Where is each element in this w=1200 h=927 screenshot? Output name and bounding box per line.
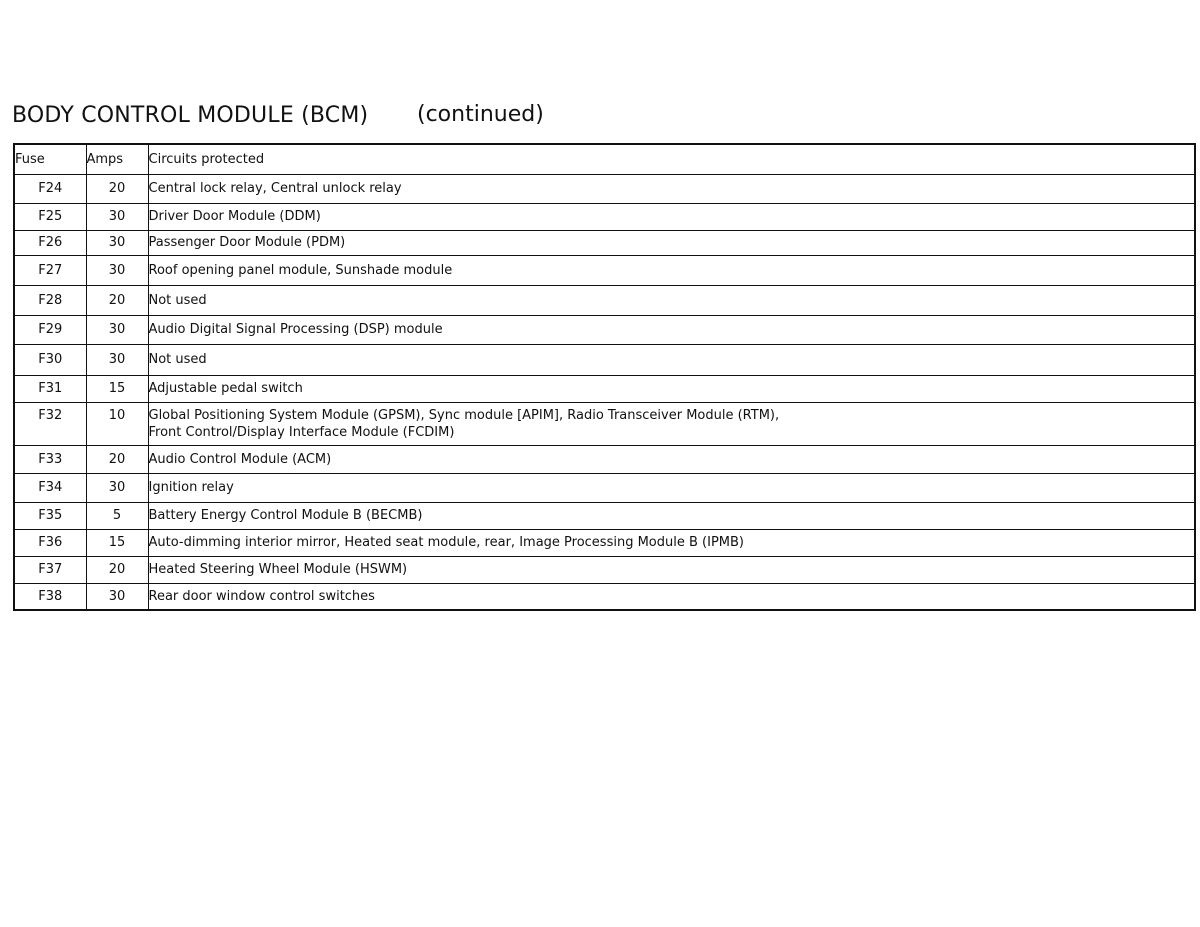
circuits-line: Auto-dimming interior mirror, Heated seat module, rear, Image Processing Module B (IPMB)	[148, 535, 744, 550]
fuse-cell: F26	[14, 230, 86, 255]
circuits-line: Front Control/Display Interface Module (FCDIM)	[148, 424, 455, 440]
circuits-cell	[148, 583, 1195, 610]
fuse-cell: F38	[14, 583, 86, 610]
circuits-line: Audio Control Module (ACM)	[148, 451, 332, 467]
circuits-cell	[148, 255, 1195, 285]
table-row	[14, 445, 1195, 473]
circuits-cell	[148, 473, 1195, 502]
circuits-line: Passenger Door Module (PDM)	[148, 235, 346, 250]
fuse-cell: F25	[14, 203, 86, 230]
page-title: BODY CONTROL MODULE (BCM)	[12, 103, 369, 128]
amps-cell: 30	[86, 203, 148, 230]
fuse-table-body	[14, 174, 1195, 610]
table-row	[14, 203, 1195, 230]
circuits-cell	[148, 529, 1195, 556]
amps-cell: 30	[86, 315, 148, 344]
table-row	[14, 556, 1195, 583]
fuse-table	[13, 143, 1196, 611]
circuits-line: Heated Steering Wheel Module (HSWM)	[148, 562, 408, 577]
circuits-line: Ignition relay	[148, 480, 234, 495]
circuits-cell	[148, 445, 1195, 473]
fuse-cell: F27	[14, 255, 86, 285]
table-row	[14, 583, 1195, 610]
amps-cell: 30	[86, 583, 148, 610]
amps-cell: 30	[86, 230, 148, 255]
fuse-table-header	[14, 144, 1195, 174]
circuits-cell	[148, 344, 1195, 375]
circuits-cell	[148, 285, 1195, 315]
circuits-line: Global Positioning System Module (GPSM), Sync module [APIM], Radio Transceiver Module (RTM),	[148, 407, 780, 423]
circuits-cell	[148, 556, 1195, 583]
amps-cell: 20	[86, 285, 148, 315]
table-row	[14, 285, 1195, 315]
amps-cell: 20	[86, 174, 148, 203]
amps-cell: 15	[86, 375, 148, 402]
amps-cell: 30	[86, 255, 148, 285]
circuits-cell	[148, 402, 1195, 445]
circuits-line: Battery Energy Control Module B (BECMB)	[148, 508, 423, 523]
table-row	[14, 402, 1195, 445]
fuse-cell: F30	[14, 344, 86, 375]
fuse-cell: F24	[14, 174, 86, 203]
table-row	[14, 230, 1195, 255]
amps-cell: 15	[86, 529, 148, 556]
circuits-line: Roof opening panel module, Sunshade module	[148, 262, 453, 278]
fuse-cell: F33	[14, 445, 86, 473]
amps-cell: 20	[86, 445, 148, 473]
table-row	[14, 529, 1195, 556]
fuse-cell: F29	[14, 315, 86, 344]
amps-cell: 5	[86, 502, 148, 529]
header-fuse: Fuse	[14, 144, 86, 174]
circuits-cell	[148, 502, 1195, 529]
amps-cell: 30	[86, 473, 148, 502]
circuits-line: Audio Digital Signal Processing (DSP) module	[148, 322, 443, 337]
circuits-line: Central lock relay, Central unlock relay	[148, 181, 402, 196]
fuse-cell: F36	[14, 529, 86, 556]
table-row	[14, 174, 1195, 203]
fuse-cell: F37	[14, 556, 86, 583]
circuits-cell	[148, 315, 1195, 344]
amps-cell: 30	[86, 344, 148, 375]
header-circuits: Circuits protected	[148, 144, 1195, 174]
circuits-line: Not used	[148, 352, 207, 367]
amps-cell: 20	[86, 556, 148, 583]
fuse-cell: F34	[14, 473, 86, 502]
fuse-cell: F28	[14, 285, 86, 315]
table-row	[14, 255, 1195, 285]
circuits-line: Not used	[148, 292, 207, 308]
circuits-line: Rear door window control switches	[148, 588, 375, 604]
table-row	[14, 375, 1195, 402]
fuse-cell: F31	[14, 375, 86, 402]
circuits-line: Driver Door Module (DDM)	[148, 209, 321, 224]
circuits-cell	[148, 174, 1195, 203]
table-row	[14, 473, 1195, 502]
amps-cell: 10	[86, 402, 148, 445]
circuits-line: Adjustable pedal switch	[148, 381, 303, 396]
circuits-cell	[148, 203, 1195, 230]
circuits-cell	[148, 230, 1195, 255]
table-row	[14, 502, 1195, 529]
table-row	[14, 344, 1195, 375]
fuse-cell: F32	[14, 402, 86, 445]
circuits-cell	[148, 375, 1195, 402]
fuse-cell: F35	[14, 502, 86, 529]
continued-label: (continued)	[417, 102, 544, 127]
header-amps: Amps	[86, 144, 148, 174]
table-row	[14, 315, 1195, 344]
